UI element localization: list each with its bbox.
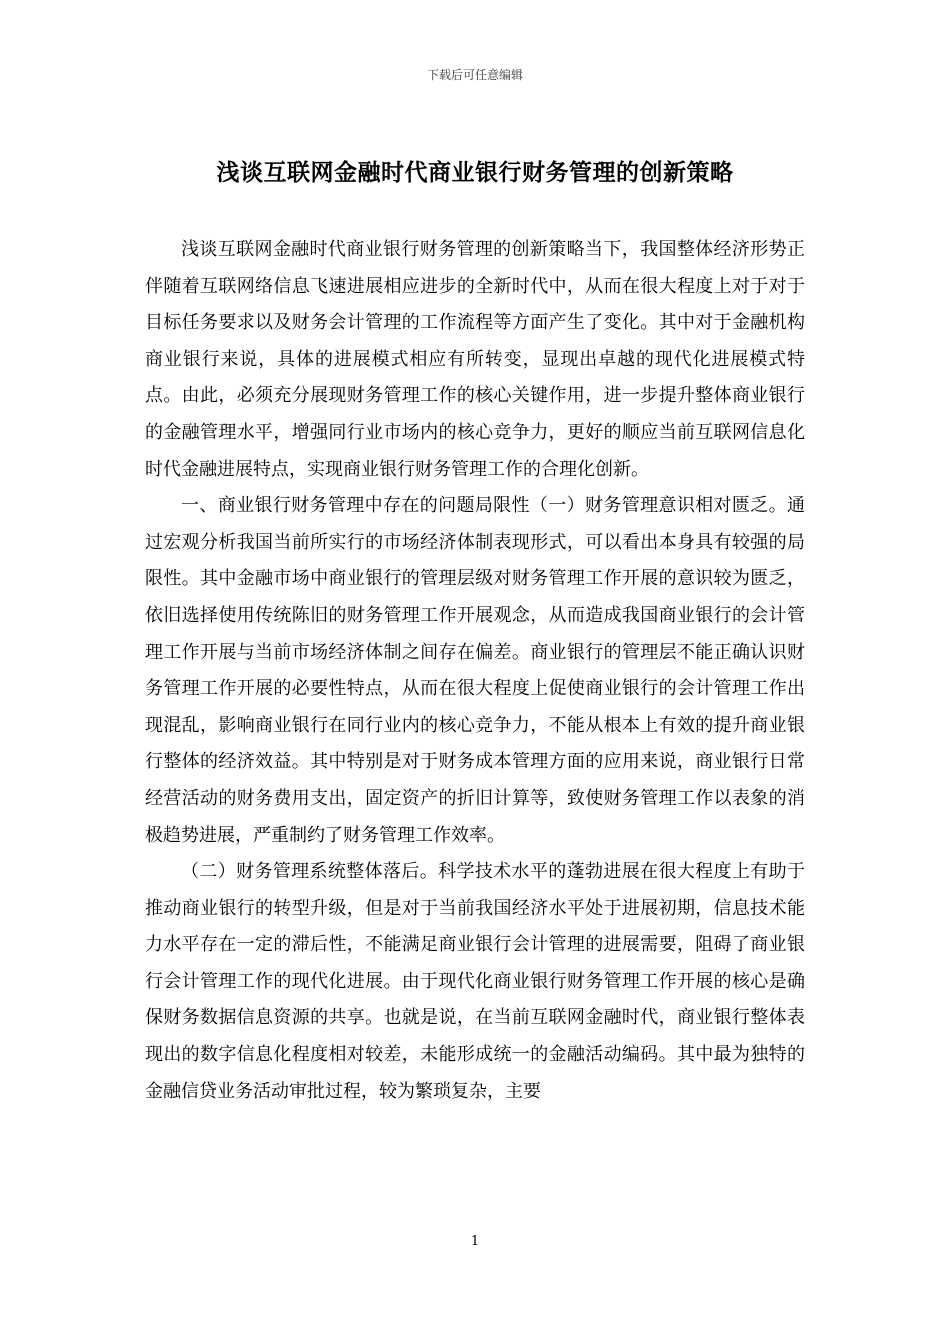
document-body	[145, 232, 805, 1110]
document-title: 浅谈互联网金融时代商业银行财务管理的创新策略	[216, 159, 734, 186]
paragraph-intro: 浅谈互联网金融时代商业银行财务管理的创新策略当下，我国整体经济形势正伴随着互联网络信息飞速进展相应进步的全新时代中，从而在很大程度上对于对于目标任务要求以及财务会计管理的工作流程等方面产生了变化。其中对于金融机构商业银行来说，具体的进展模式相应有所转变，显现出卓越的现代化进展模式特点。由此，必须充分展现财务管理工作的核心关键作用，进一步提升整体商业银行的金融管理水平，增强同行业市场内的核心竞争力，更好的顺应当前互联网信息化时代金融进展特点，实现商业银行财务管理工作的合理化创新。	[145, 239, 805, 480]
paragraph-section-one: 一、商业银行财务管理中存在的问题局限性（一）财务管理意识相对匮乏。通过宏观分析我国当前所实行的市场经济体制表现形式，可以看出本身具有较强的局限性。其中金融市场中商业银行的管理层级对财务管理工作开展的意识较为匮乏，依旧选择使用传统陈旧的财务管理工作开展观念，从而造成我国商业银行的会计管理工作开展与当前市场经济体制之间存在偏差。商业银行的管理层不能正确认识财务管理工作开展的必要性特点，从而在很大程度上促使商业银行的会计管理工作出现混乱，影响商业银行在同行业内的核心竞争力，不能从根本上有效的提升商业银行整体的经济效益。其中特别是对于财务成本管理方面的应用来说，商业银行日常经营活动的财务费用支出，固定资产的折旧计算等，致使财务管理工作以表象的消极趋势进展，严重制约了财务管理工作效率。	[145, 495, 805, 846]
paragraph-section-two: （二）财务管理系统整体落后。科学技术水平的蓬勃进展在很大程度上有助于推动商业银行的转型升级，但是对于当前我国经济水平处于进展初期，信息技术能力水平存在一定的滞后性，不能满足商业银行会计管理的进展需要，阻碍了商业银行会计管理工作的现代化进展。由于现代化商业银行财务管理工作开展的核心是确保财务数据信息资源的共享。也就是说，在当前互联网金融时代，商业银行整体表现出的数字信息化程度相对较差，未能形成统一的金融活动编码。其中最为独特的金融信贷业务活动审批过程，较为繁琐复杂，主要	[145, 861, 805, 1102]
page-header-note: 下载后可任意编辑	[426, 68, 523, 82]
page-number: 1	[470, 1234, 480, 1249]
